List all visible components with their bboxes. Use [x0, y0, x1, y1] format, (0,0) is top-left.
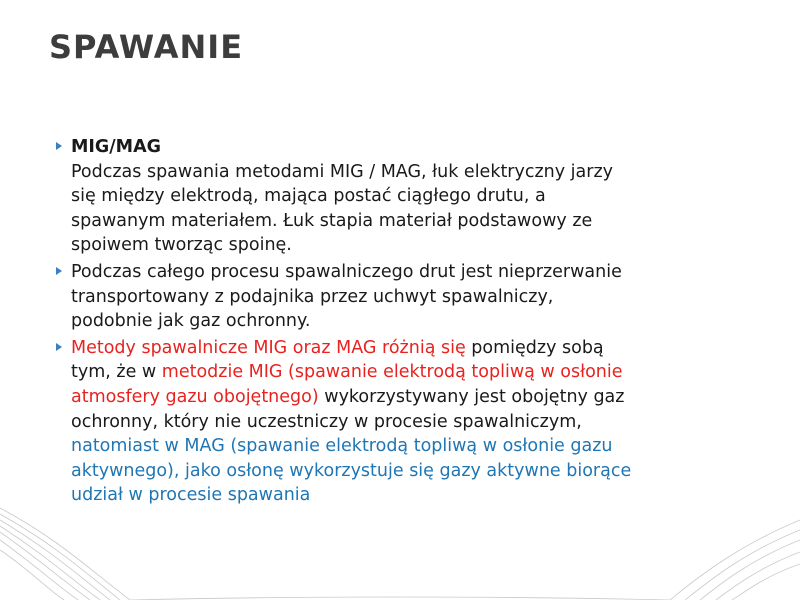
bullet-text-line: [71, 360, 746, 385]
bullet-text-line: się między elektrodą, mająca postać ciągłego drutu, a: [71, 186, 546, 207]
decorative-wave-lines: [0, 500, 800, 600]
slide-content: [56, 135, 746, 510]
bullet-text-line: udział w procesie spawania: [71, 485, 311, 506]
bullet-text-line: spawanym materiałem. Łuk stapia materiał podstawowy ze: [71, 210, 593, 231]
bullet-heading: MIG/MAG: [71, 137, 162, 157]
deco-line: [0, 540, 78, 600]
text-red: metodzie MIG (spawanie elektrodą topliwą w osłonie: [161, 362, 623, 383]
text-black: tym, że w: [71, 362, 162, 383]
deco-line: [0, 550, 64, 600]
bullet-arrow-icon: [56, 142, 62, 150]
bullet-arrow-icon: [56, 343, 62, 351]
bullet-text-line: podobnie jak gaz ochronny.: [71, 311, 311, 332]
slide-title: SPAWANIE: [49, 28, 244, 66]
bullet-text-line: transportowany z podajnika przez uchwyt spawalniczy,: [71, 286, 554, 307]
text-red: Metody spawalnicze MIG oraz MAG różnią się: [71, 337, 466, 358]
bullet-wire-transport: [56, 260, 746, 334]
bullet-text-line: Podczas spawania metodami MIG / MAG, łuk elektryczny jarzy: [71, 161, 614, 182]
deco-line: [0, 520, 110, 600]
deco-line: [0, 514, 120, 600]
bullet-text-line: Podczas całego procesu spawalniczego drut jest nieprzerwanie: [71, 261, 622, 282]
text-red: atmosfery gazu obojętnego): [71, 386, 319, 407]
deco-line: [716, 552, 800, 600]
text-black: wykorzystywany jest obojętny gaz: [318, 386, 625, 407]
bullet-text-line: spoiwem tworząc spoinę.: [71, 235, 292, 256]
bullet-text-line: ochronny, który nie uczestniczy w procesie spawalniczym,: [71, 411, 582, 432]
deco-line: [685, 530, 800, 600]
bullet-text-line: [71, 385, 746, 410]
bullet-text-line: aktywnego), jako osłonę wykorzystuje się gazy aktywne biorące: [71, 460, 632, 481]
bullet-arrow-icon: [56, 267, 62, 275]
bullet-text-line: [71, 336, 746, 361]
bullet-mig-vs-mag: [56, 336, 746, 508]
bullet-mig-mag: [56, 135, 746, 258]
bullet-text-line: natomiast w MAG (spawanie elektrodą topliwą w osłonie gazu: [71, 436, 613, 457]
text-black: pomiędzy sobą: [465, 337, 604, 358]
